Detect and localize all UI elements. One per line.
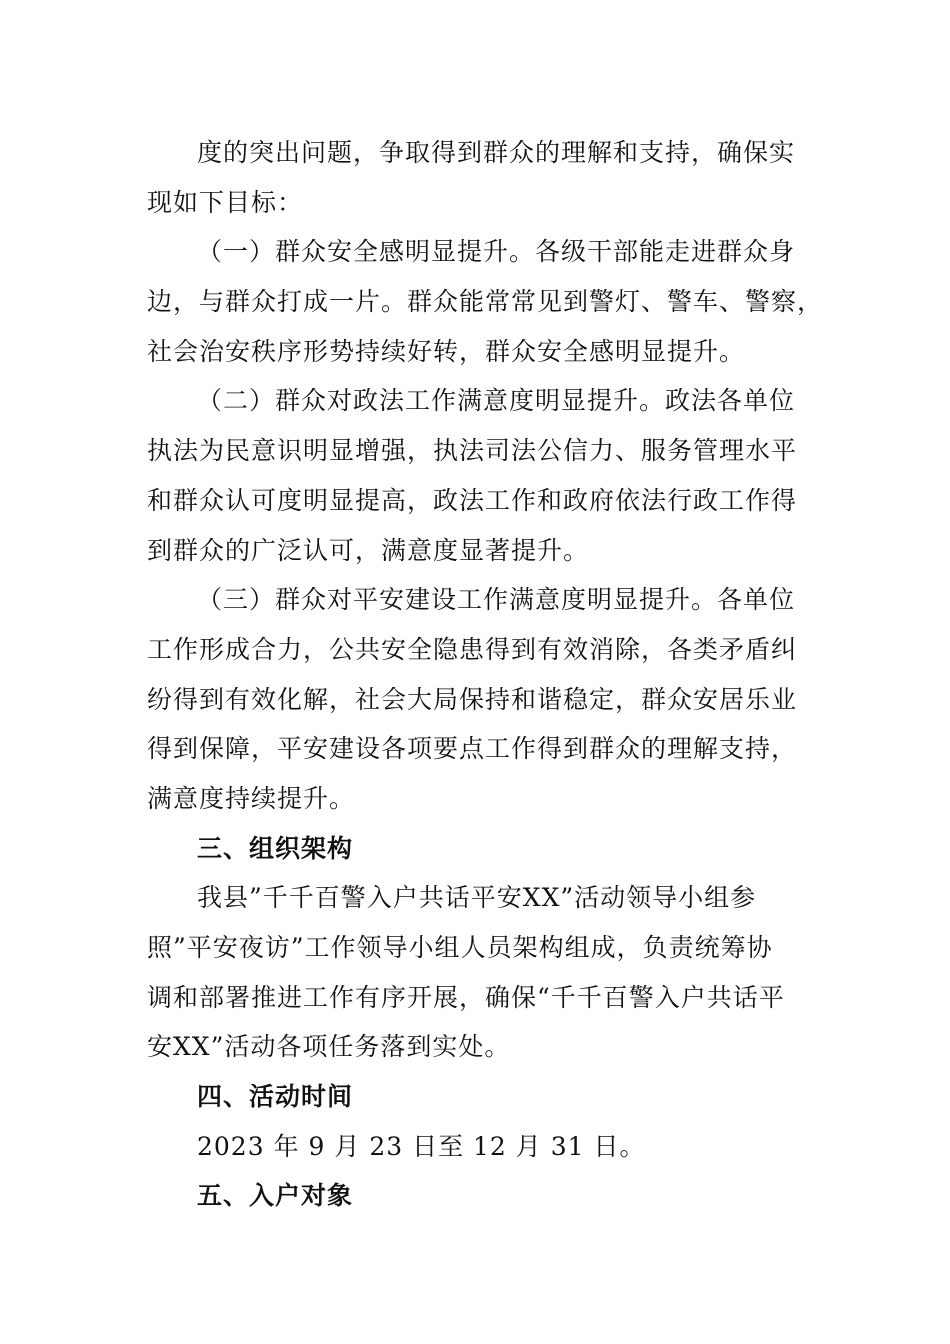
section-4-heading: 四、活动时间: [197, 1082, 354, 1111]
goal-3-line-4: 得到保障，平安建设各项要点工作得到群众的理解支持，: [147, 734, 798, 763]
section-3-line-3: 调和部署推进工作有序开展，确保“千千百警入户共话平: [147, 983, 785, 1012]
section-3-line-2: 照”平安夜访”工作领导小组人员架构组成，负责统筹协: [147, 933, 773, 962]
goal-1-line-2: 边，与群众打成一片。群众能常常见到警灯、警车、警察，: [147, 287, 824, 316]
intro-line-1: 度的突出问题，争取得到群众的理解和支持，确保实: [197, 138, 796, 167]
goal-1-line-1: （一）群众安全感明显提升。各级干部能走进群众身: [197, 237, 796, 266]
goal-3-line-1: （三）群众对平安建设工作满意度明显提升。各单位: [197, 585, 796, 614]
goal-3-line-3: 纷得到有效化解，社会大局保持和谐稳定，群众安居乐业: [147, 685, 798, 714]
section-3-line-1: 我县”千千百警入户共话平安XX”活动领导小组参: [197, 883, 757, 912]
section-5-heading: 五、入户对象: [197, 1181, 354, 1210]
goal-1-line-3: 社会治安秩序形势持续好转，群众安全感明显提升。: [147, 337, 746, 366]
section-3-line-4: 安XX”活动各项任务落到实处。: [147, 1032, 511, 1061]
goal-2-line-3: 和群众认可度明显提高，政法工作和政府依法行政工作得: [147, 486, 798, 515]
goal-3-line-5: 满意度持续提升。: [147, 784, 356, 813]
section-4-line-1: 2023 年 9 月 23 日至 12 月 31 日。: [197, 1132, 646, 1161]
goal-2-line-2: 执法为民意识明显增强，执法司法公信力、服务管理水平: [147, 436, 798, 465]
section-3-heading: 三、组织架构: [197, 834, 354, 863]
intro-line-2: 现如下目标：: [147, 188, 304, 217]
goal-3-line-2: 工作形成合力，公共安全隐患得到有效消除，各类矛盾纠: [147, 635, 798, 664]
goal-2-line-4: 到群众的广泛认可，满意度显著提升。: [147, 536, 590, 565]
goal-2-line-1: （二）群众对政法工作满意度明显提升。政法各单位: [197, 386, 796, 415]
